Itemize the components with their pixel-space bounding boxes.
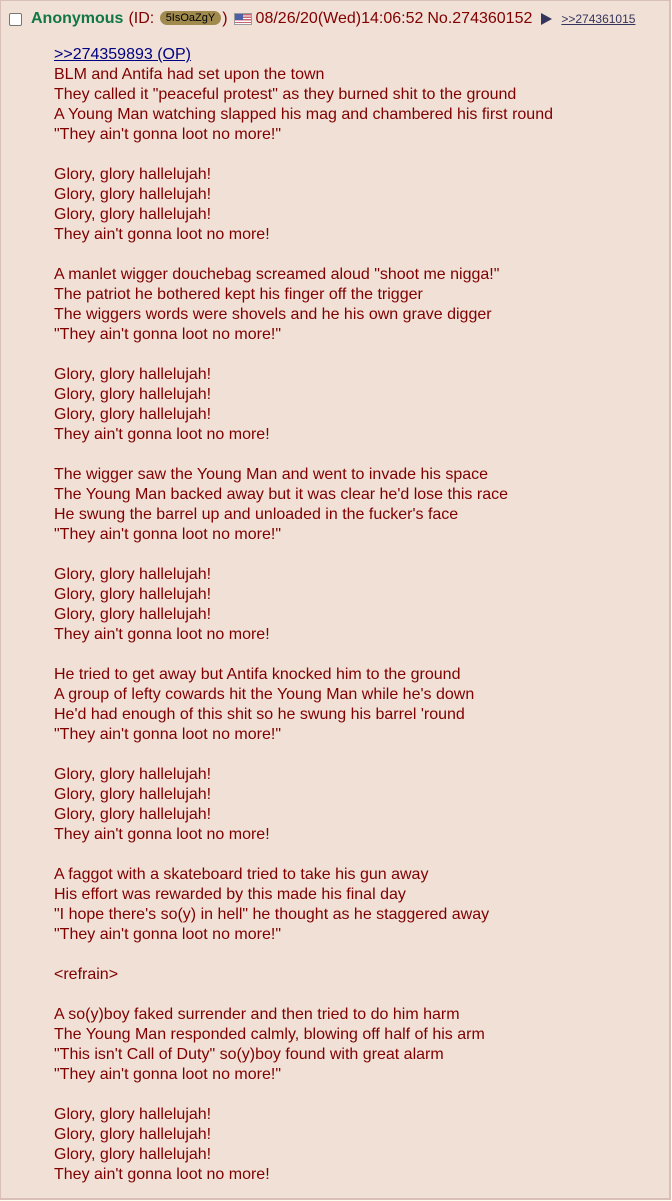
message-line: Glory, glory hallelujah! [54, 206, 212, 223]
message-line: Glory, glory hallelujah! [54, 186, 212, 203]
backlink[interactable]: >>274361015 [561, 12, 636, 26]
message-line: Glory, glory hallelujah! [54, 366, 212, 383]
post-select-checkbox[interactable] [9, 13, 22, 26]
message-line: "This isn't Call of Duty" so(y)boy found with great alarm [54, 1046, 444, 1063]
poster-id-badge[interactable]: 5IsOaZgY [160, 11, 222, 25]
message-line: The Young Man backed away but it was clear he'd lose this race [54, 486, 508, 503]
message-line [54, 145, 553, 165]
post-message [54, 45, 553, 1185]
message-line: <refrain> [54, 966, 119, 983]
message-line: Glory, glory hallelujah! [54, 806, 212, 823]
message-line: "They ain't gonna loot no more!" [54, 726, 281, 743]
message-line: "They ain't gonna loot no more!" [54, 126, 281, 143]
message-line: Glory, glory hallelujah! [54, 386, 212, 403]
message-line: "They ain't gonna loot no more!" [54, 1066, 281, 1083]
message-line: The Young Man responded calmly, blowing off half of his arm [54, 1026, 485, 1043]
message-line [54, 345, 553, 365]
message-line: Glory, glory hallelujah! [54, 406, 212, 423]
message-line: "They ain't gonna loot no more!" [54, 526, 281, 543]
message-line: "I hope there's so(y) in hell" he thought as he staggered away [54, 906, 490, 923]
message-line: "They ain't gonna loot no more!" [54, 326, 281, 343]
message-line: Glory, glory hallelujah! [54, 586, 212, 603]
message-line: They ain't gonna loot no more! [54, 626, 270, 643]
message-line: Glory, glory hallelujah! [54, 1146, 212, 1163]
message-line: He'd had enough of this shit so he swung his barrel 'round [54, 706, 465, 723]
message-line: Glory, glory hallelujah! [54, 766, 212, 783]
message-line [54, 745, 553, 765]
message-line [54, 245, 553, 265]
message-line: A so(y)boy faked surrender and then tried to do him harm [54, 1006, 460, 1023]
message-line: Glory, glory hallelujah! [54, 606, 212, 623]
message-line: A Young Man watching slapped his mag and chambered his first round [54, 106, 553, 123]
message-line [54, 1085, 553, 1105]
poster-name: Anonymous [31, 10, 124, 27]
message-line: Glory, glory hallelujah! [54, 786, 212, 803]
message-line [54, 945, 553, 965]
message-line: A faggot with a skateboard tried to take his gun away [54, 866, 429, 883]
post-number[interactable]: No.274360152 [427, 10, 533, 27]
message-line [54, 645, 553, 665]
message-line: They ain't gonna loot no more! [54, 826, 270, 843]
message-line [54, 845, 553, 865]
message-line: He swung the barrel up and unloaded in the fucker's face [54, 506, 459, 523]
message-line: BLM and Antifa had set upon the town [54, 66, 325, 83]
message-line: He tried to get away but Antifa knocked him to the ground [54, 666, 461, 683]
message-line: They ain't gonna loot no more! [54, 1166, 270, 1183]
message-line: Glory, glory hallelujah! [54, 566, 212, 583]
message-line: They ain't gonna loot no more! [54, 426, 270, 443]
message-line: The wiggers words were shovels and he his own grave digger [54, 306, 492, 323]
message-line: Glory, glory hallelujah! [54, 1106, 212, 1123]
quote-link-op[interactable]: >>274359893 (OP) [54, 46, 191, 63]
message-line: They called it "peaceful protest" as they burned shit to the ground [54, 86, 517, 103]
us-flag-icon [234, 13, 252, 25]
message-line: They ain't gonna loot no more! [54, 226, 270, 243]
poster-id-prefix: (ID: [128, 10, 155, 27]
message-line [54, 985, 553, 1005]
poster-id-suffix: ) [222, 10, 228, 27]
message-line: The patriot he bothered kept his finger off the trigger [54, 286, 423, 303]
message-line: A group of lefty cowards hit the Young Man while he's down [54, 686, 475, 703]
message-line: Glory, glory hallelujah! [54, 1126, 212, 1143]
post-info [9, 7, 635, 31]
post-datetime: 08/26/20(Wed)14:06:52 [255, 10, 424, 27]
message-line: His effort was rewarded by this made his final day [54, 886, 406, 903]
message-line: The wigger saw the Young Man and went to invade his space [54, 466, 489, 483]
message-line [54, 545, 553, 565]
post-menu-arrow-icon[interactable] [541, 13, 552, 25]
message-line: A manlet wigger douchebag screamed aloud "shoot me nigga!" [54, 266, 500, 283]
message-line [54, 445, 553, 465]
message-line: "They ain't gonna loot no more!" [54, 926, 281, 943]
poster-id [128, 10, 227, 28]
message-line: Glory, glory hallelujah! [54, 166, 212, 183]
